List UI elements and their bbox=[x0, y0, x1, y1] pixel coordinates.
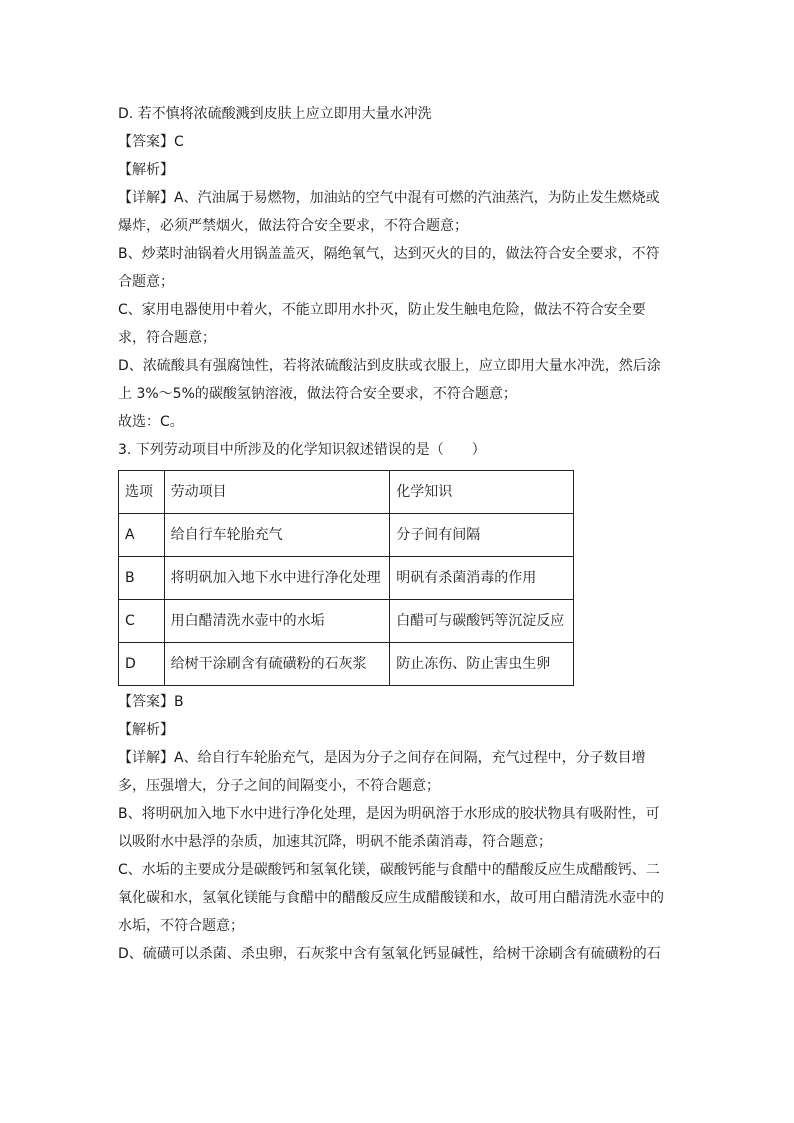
table-cell: C bbox=[119, 600, 165, 643]
table-header-cell: 化学知识 bbox=[390, 471, 574, 514]
table-row bbox=[119, 600, 574, 643]
detail-line: B、将明矾加入地下水中进行净化处理，是因为明矾溶于水形成的胶状物具有吸附性，可 bbox=[118, 806, 660, 822]
table-row bbox=[119, 557, 574, 600]
table-row bbox=[119, 514, 574, 557]
detail-line: 求，符合题意； bbox=[118, 330, 216, 346]
table-row bbox=[119, 643, 574, 686]
question-3-stem: 3. 下列劳动项目中所涉及的化学知识叙述错误的是（ ） bbox=[118, 442, 486, 458]
detail-line: 多，压强增大，分子之间的间隔变小，不符合题意； bbox=[118, 778, 440, 794]
table-cell: 白醋可与碳酸钙等沉淀反应 bbox=[390, 600, 574, 643]
table-cell: D bbox=[119, 643, 165, 686]
choice-line: 故选：C。 bbox=[118, 414, 184, 430]
table-cell: 将明矾加入地下水中进行净化处理 bbox=[164, 557, 390, 600]
table-header-row bbox=[119, 471, 574, 514]
answer-label: 【答案】B bbox=[118, 694, 184, 710]
detail-line: 爆炸，必须严禁烟火，做法符合安全要求，不符合题意； bbox=[118, 218, 468, 234]
detail-line: 【详解】A、汽油属于易燃物，加油站的空气中混有可燃的汽油蒸汽，为防止发生燃烧或 bbox=[118, 190, 660, 206]
table-cell: A bbox=[119, 514, 165, 557]
detail-line: C、水垢的主要成分是碳酸钙和氢氧化镁，碳酸钙能与食醋中的醋酸反应生成醋酸钙、二 bbox=[118, 862, 660, 878]
table-header-cell: 选项 bbox=[119, 471, 165, 514]
table-cell: 用白醋清洗水壶中的水垢 bbox=[164, 600, 390, 643]
analysis-label: 【解析】 bbox=[118, 162, 174, 178]
detail-line: 【详解】A、给自行车轮胎充气，是因为分子之间存在间隔，充气过程中，分子数目增 bbox=[118, 750, 646, 766]
answer-label: 【答案】C bbox=[118, 134, 184, 150]
table-cell: B bbox=[119, 557, 165, 600]
detail-line: 水垢，不符合题意； bbox=[118, 918, 244, 934]
table-cell: 分子间有间隔 bbox=[390, 514, 574, 557]
document-page bbox=[118, 100, 666, 968]
table-header-cell: 劳动项目 bbox=[164, 471, 390, 514]
detail-line: D、浓硫酸具有强腐蚀性，若将浓硫酸沾到皮肤或衣服上，应立即用大量水冲洗，然后涂 bbox=[118, 358, 661, 374]
detail-line: 氧化碳和水，氢氧化镁能与食醋中的醋酸反应生成醋酸镁和水，故可用白醋清洗水壶中的 bbox=[118, 890, 664, 906]
detail-line: 合题意； bbox=[118, 274, 174, 290]
option-d-text: D. 若不慎将浓硫酸溅到皮肤上应立即用大量水冲洗 bbox=[118, 106, 432, 122]
table-cell: 给树干涂刷含有硫磺粉的石灰浆 bbox=[164, 643, 390, 686]
table-cell: 给自行车轮胎充气 bbox=[164, 514, 390, 557]
detail-line: 上 3%～5%的碳酸氢钠溶液，做法符合安全要求，不符合题意； bbox=[118, 386, 517, 402]
table-cell: 明矾有杀菌消毒的作用 bbox=[390, 557, 574, 600]
detail-line: B、炒菜时油锅着火用锅盖盖灭，隔绝氧气，达到灭火的目的，做法符合安全要求，不符 bbox=[118, 246, 660, 262]
detail-line: 以吸附水中悬浮的杂质，加速其沉降，明矾不能杀菌消毒，符合题意； bbox=[118, 834, 552, 850]
question-3-table bbox=[118, 470, 574, 686]
table-cell: 防止冻伤、防止害虫生卵 bbox=[390, 643, 574, 686]
detail-line: D、硫磺可以杀菌、杀虫卵，石灰浆中含有氢氧化钙显碱性，给树干涂刷含有硫磺粉的石 bbox=[118, 946, 661, 962]
analysis-label: 【解析】 bbox=[118, 722, 174, 738]
detail-line: C、家用电器使用中着火，不能立即用水扑灭，防止发生触电危险，做法不符合安全要 bbox=[118, 302, 646, 318]
